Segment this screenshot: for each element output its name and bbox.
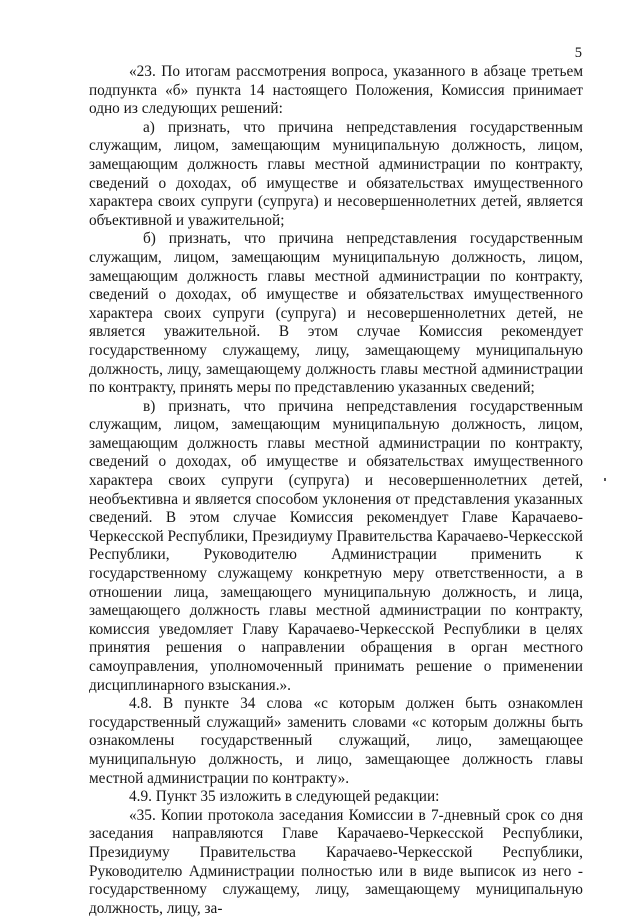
scan-speck	[604, 478, 606, 481]
paragraph-23-b: б) признать, что причина непредставления государственным служащим, лицом, замещающим муниципальную должность, лицом, замещающим должность главы местной администрации по контракту, сведений о доходах, об имуществе и обязательствах имущественного характера своих супруги (супруга) и несовершеннолетних детей, не является уважительной. В этом случае Комиссия рекомендует государственному служащему, лицу, замещающему муниципальную должность, лицу, замещающему должность главы местной администрации по контракту, принять меры по представлению указанных сведений;	[89, 230, 583, 397]
paragraph-23-v: в) признать, что причина непредставления государственным служащим, лицом, замещающим муниципальную должность, лицом, замещающим должность главы местной администрации по контракту, сведений о доходах, об имуществе и обязательствах имущественного характера своих супруги (супруга) и несовершеннолетних детей, необъективна и является способом уклонения от представления указанных сведений. В этом случае Комиссия рекомендует Главе Карачаево-Черкесской Республики, Президиуму Правительства Карачаево-Черкесской Республики, Руководителю Администрации применить к государственному служащему конкретную меру ответственности, а в отношении лица, замещающего муниципальную должность, и лица, замещающего должность главы местной администрации по контракту, комиссия уведомляет Главу Карачаево-Черкесской Республики в целях принятия решения о направлении обращения в орган местного самоуправления, уполномоченный принимать решение о применении дисциплинарного взыскания.».	[89, 397, 583, 694]
document-body	[89, 63, 583, 918]
paragraph-4-8: 4.8. В пункте 34 слова «с которым должен быть ознакомлен государственный служащий» заменить словами «с которым должны быть ознакомлены государственный служащий, лицо, замещающее муниципальную должность, и лицо, замещающее должность главы местной администрации по контракту».	[89, 695, 583, 787]
paragraph-4-9: 4.9. Пункт 35 изложить в следующей редакции:	[129, 788, 440, 806]
paragraph-23-a: а) признать, что причина непредставления государственным служащим, лицом, замещающим муниципальную должность, лицом, замещающим должность главы местной администрации по контракту, сведений о доходах, об имуществе и обязательствах имущественного характера своих супруги (супруга) и несовершеннолетних детей, является объективной и уважительной;	[89, 118, 583, 229]
paragraph-35: «35. Копии протокола заседания Комиссии в 7-дневный срок со дня заседания направляются Главе Карачаево-Черкесской Республики, Президиуму Правительства Карачаево-Черкесской Республики, Руководителю Администрации полностью или в виде выписок из него - государственному служащему, лицу, замещающему муниципальную должность, лицу, за-	[89, 806, 583, 917]
page-number: 5	[574, 45, 582, 61]
paragraph-23-intro: «23. По итогам рассмотрения вопроса, указанного в абзаце третьем подпункта «б» пункта 14 настоящего Положения, Комиссия принимает одно из следующих решений:	[89, 63, 583, 118]
